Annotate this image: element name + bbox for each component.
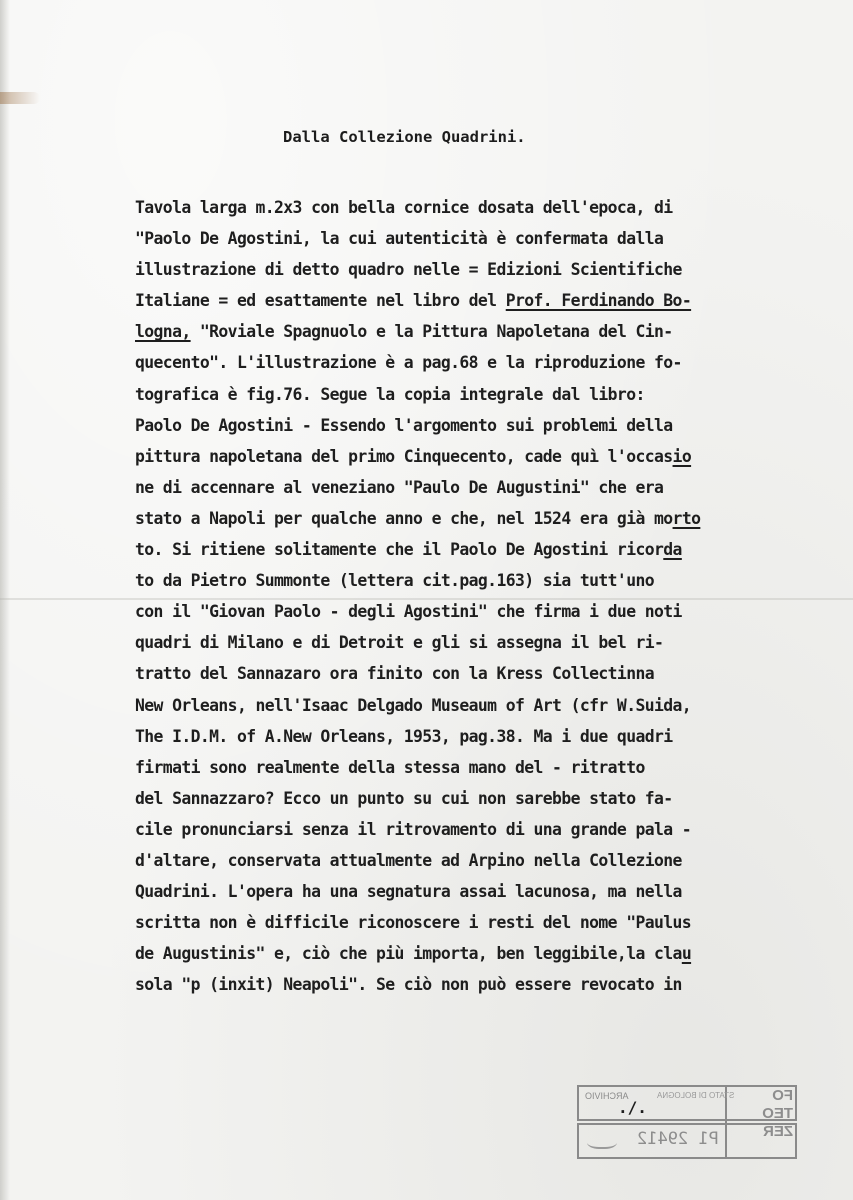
text-line: quadri di Milano e di Detroit e gli si assegna il bel ri- — [135, 633, 664, 653]
text-line: "Paolo De Agostini, la cui autenticità è confermata dalla — [135, 229, 664, 249]
text-line — [135, 316, 825, 347]
paper-tear-mark — [0, 92, 40, 104]
text-line: quecento". L'illustrazione è a pag.68 e la riproduzione fo- — [135, 353, 682, 373]
text-line: tografica è fig.76. Segue la copia integrale dal libro: — [135, 384, 645, 404]
text-line: con il "Giovan Paolo - degli Agostini" che firma i due noti — [135, 602, 682, 622]
text-line: New Orleans, nell'Isaac Delgado Museaum of Art (cfr W.Suida, — [135, 695, 692, 715]
text-line: d'altare, conservata attualmente ad Arpino nella Collezione — [135, 850, 682, 870]
document-body — [135, 192, 825, 1000]
text-segment: to. Si ritiene solitamente che il Paolo De Agostini ricor — [135, 540, 664, 560]
underlined-correction: io — [672, 446, 692, 466]
stamp-side-text: FO TEO ZER — [762, 1087, 793, 1140]
stamp-number: P1 29412 — [637, 1129, 719, 1149]
page-continuation-mark: ./. — [618, 1098, 647, 1117]
text-segment: de Augustinis" e, ciò che più importa, ben leggibile,la cla — [135, 944, 682, 964]
text-line: cile pronunciarsi senza il ritrovamento di una grande pala - — [135, 819, 692, 839]
text-line: Quadrini. L'opera ha una segnatura assai lacunosa, ma nella — [135, 882, 682, 902]
text-line — [135, 441, 825, 472]
stamp-pen-mark — [587, 1133, 617, 1149]
text-line — [135, 503, 825, 534]
text-line: tratto del Sannazaro ora finito con la Kress Collectinna — [135, 664, 655, 684]
text-segment: pittura napoletana del primo Cinquecento, cade quì l'occas — [135, 446, 673, 466]
text-segment: "Roviale Spagnuolo e la Pittura Napoletana del Cin- — [190, 322, 673, 342]
text-line: illustrazione di detto quadro nelle = Edizioni Scientifiche — [135, 260, 682, 280]
stamp-label: STATO DI BOLOGNA — [657, 1091, 735, 1100]
underlined-correction: da — [663, 540, 682, 560]
underlined-correction: rto — [672, 508, 701, 528]
archive-stamp — [577, 1085, 797, 1160]
paper-edge-shadow — [0, 0, 10, 1200]
text-line — [135, 938, 825, 969]
underlined-correction: u — [681, 944, 692, 964]
text-line — [135, 534, 825, 565]
document-title: Dalla Collezione Quadrini. — [283, 128, 526, 146]
text-line: del Sannazzaro? Ecco un punto su cui non sarebbe stato fa- — [135, 788, 673, 808]
underlined-author-name-end: logna, — [135, 322, 191, 342]
text-line: ne di accennare al veneziano "Paulo De Augustini" che era — [135, 477, 664, 497]
stamp-label: ARCHIVIO — [585, 1091, 629, 1101]
text-segment: Italiane = ed esattamente nel libro del — [135, 291, 506, 311]
text-line: firmati sono realmente della stessa mano del - ritratto — [135, 757, 645, 777]
text-line — [135, 285, 825, 316]
text-line: Tavola larga m.2x3 con bella cornice dosata dell'epoca, di — [135, 198, 673, 217]
text-line: The I.D.M. of A.New Orleans, 1953, pag.38. Ma i due quadri — [135, 726, 673, 746]
underlined-author-name: Prof. Ferdinando Bo- — [505, 291, 692, 311]
text-line: scritta non è difficile riconoscere i resti del nome "Paulus — [135, 913, 692, 933]
text-line: to da Pietro Summonte (lettera cit.pag.163) sia tutt'uno — [135, 571, 655, 591]
text-line: Paolo De Agostini - Essendo l'argomento sui problemi della — [135, 415, 673, 435]
text-line: sola "p (inxit) Neapoli". Se ciò non può essere revocato in — [135, 975, 682, 995]
text-segment: stato a Napoli per qualche anno e che, nel 1524 era già mo — [135, 508, 673, 528]
